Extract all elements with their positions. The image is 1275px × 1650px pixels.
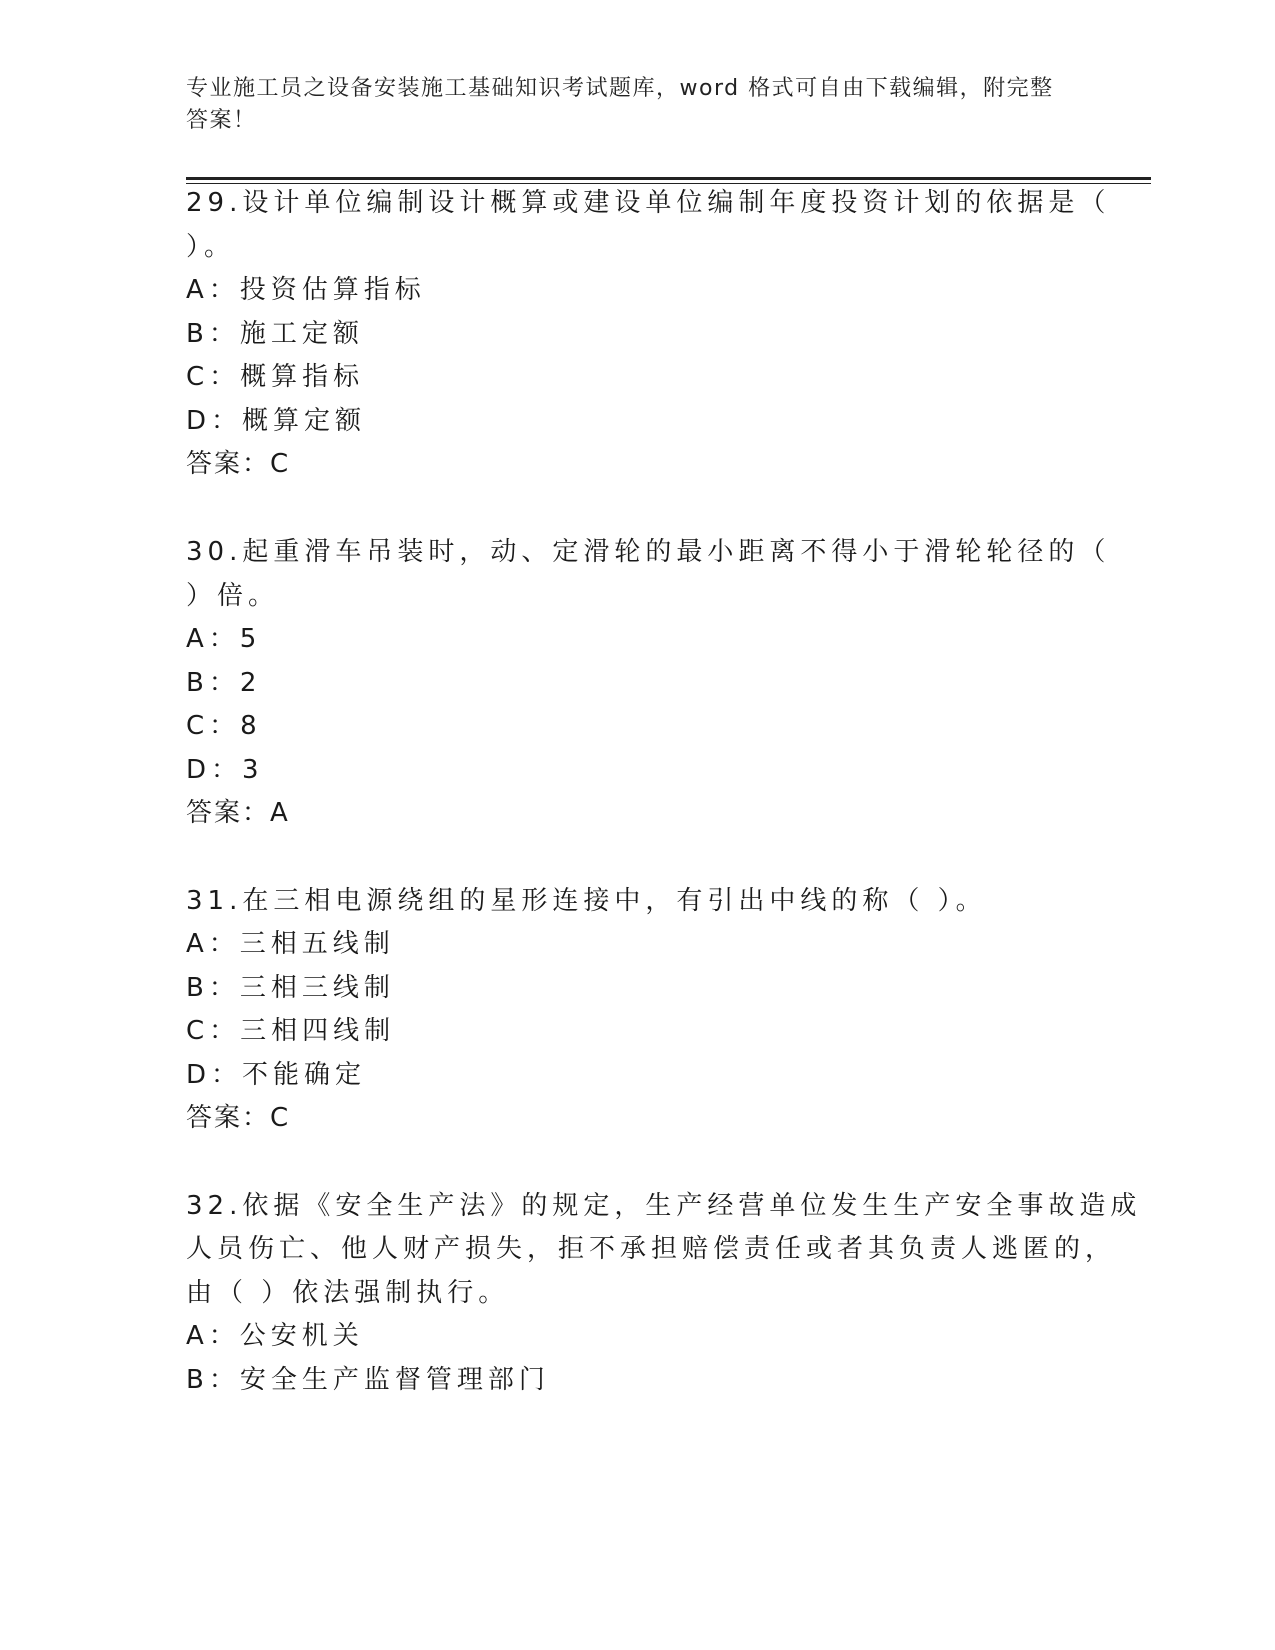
question-32-stem-line-1: 32.依据《安全生产法》的规定，生产经营单位发生生产安全事故造成 xyxy=(186,1191,1142,1221)
question-32-option-a: A：公安机关 xyxy=(186,1321,364,1351)
question-29-option-b: B：施工定额 xyxy=(186,319,364,349)
question-31-option-c: C：三相四线制 xyxy=(186,1016,396,1046)
question-30-option-c: C：8 xyxy=(186,711,262,741)
question-31-answer: 答案：C xyxy=(186,1103,291,1133)
document-header: 专业施工员之设备安装施工基础知识考试题库，word 格式可自由下载编辑，附完整答案！ xyxy=(186,76,1054,133)
question-29-option-c: C：概算指标 xyxy=(186,362,365,392)
question-30-option-d: D：3 xyxy=(186,755,264,785)
question-29-stem-line-1: 29.设计单位编制设计概算或建设单位编制年度投资计划的依据是（ xyxy=(186,188,1111,218)
question-29-stem-line-2: ）。 xyxy=(186,232,236,262)
question-30-option-b: B：2 xyxy=(186,668,262,698)
question-30-stem-line-1: 30.起重滑车吊装时，动、定滑轮的最小距离不得小于滑轮轮径的（ xyxy=(186,537,1111,567)
question-30-answer: 答案：A xyxy=(186,798,290,828)
question-30-option-a: A：5 xyxy=(186,624,262,654)
question-29-answer: 答案：C xyxy=(186,449,291,479)
question-31-option-d: D：不能确定 xyxy=(186,1060,367,1090)
question-31-option-a: A：三相五线制 xyxy=(186,929,395,959)
question-29-option-a: A：投资估算指标 xyxy=(186,275,426,305)
question-31-stem-line-1: 31.在三相电源绕组的星形连接中，有引出中线的称（ ）。 xyxy=(186,886,987,916)
question-30-stem-line-2: ）倍。 xyxy=(186,581,280,611)
question-32-stem-line-2: 人员伤亡、他人财产损失，拒不承担赔偿责任或者其负责人逃匿的， xyxy=(186,1234,1117,1264)
question-32-option-b: B：安全生产监督管理部门 xyxy=(186,1365,550,1395)
question-29-option-d: D：概算定额 xyxy=(186,406,367,436)
question-32-stem-line-3: 由（ ）依法强制执行。 xyxy=(186,1278,510,1308)
header-rule-thick xyxy=(186,177,1151,180)
question-31-option-b: B：三相三线制 xyxy=(186,973,395,1003)
